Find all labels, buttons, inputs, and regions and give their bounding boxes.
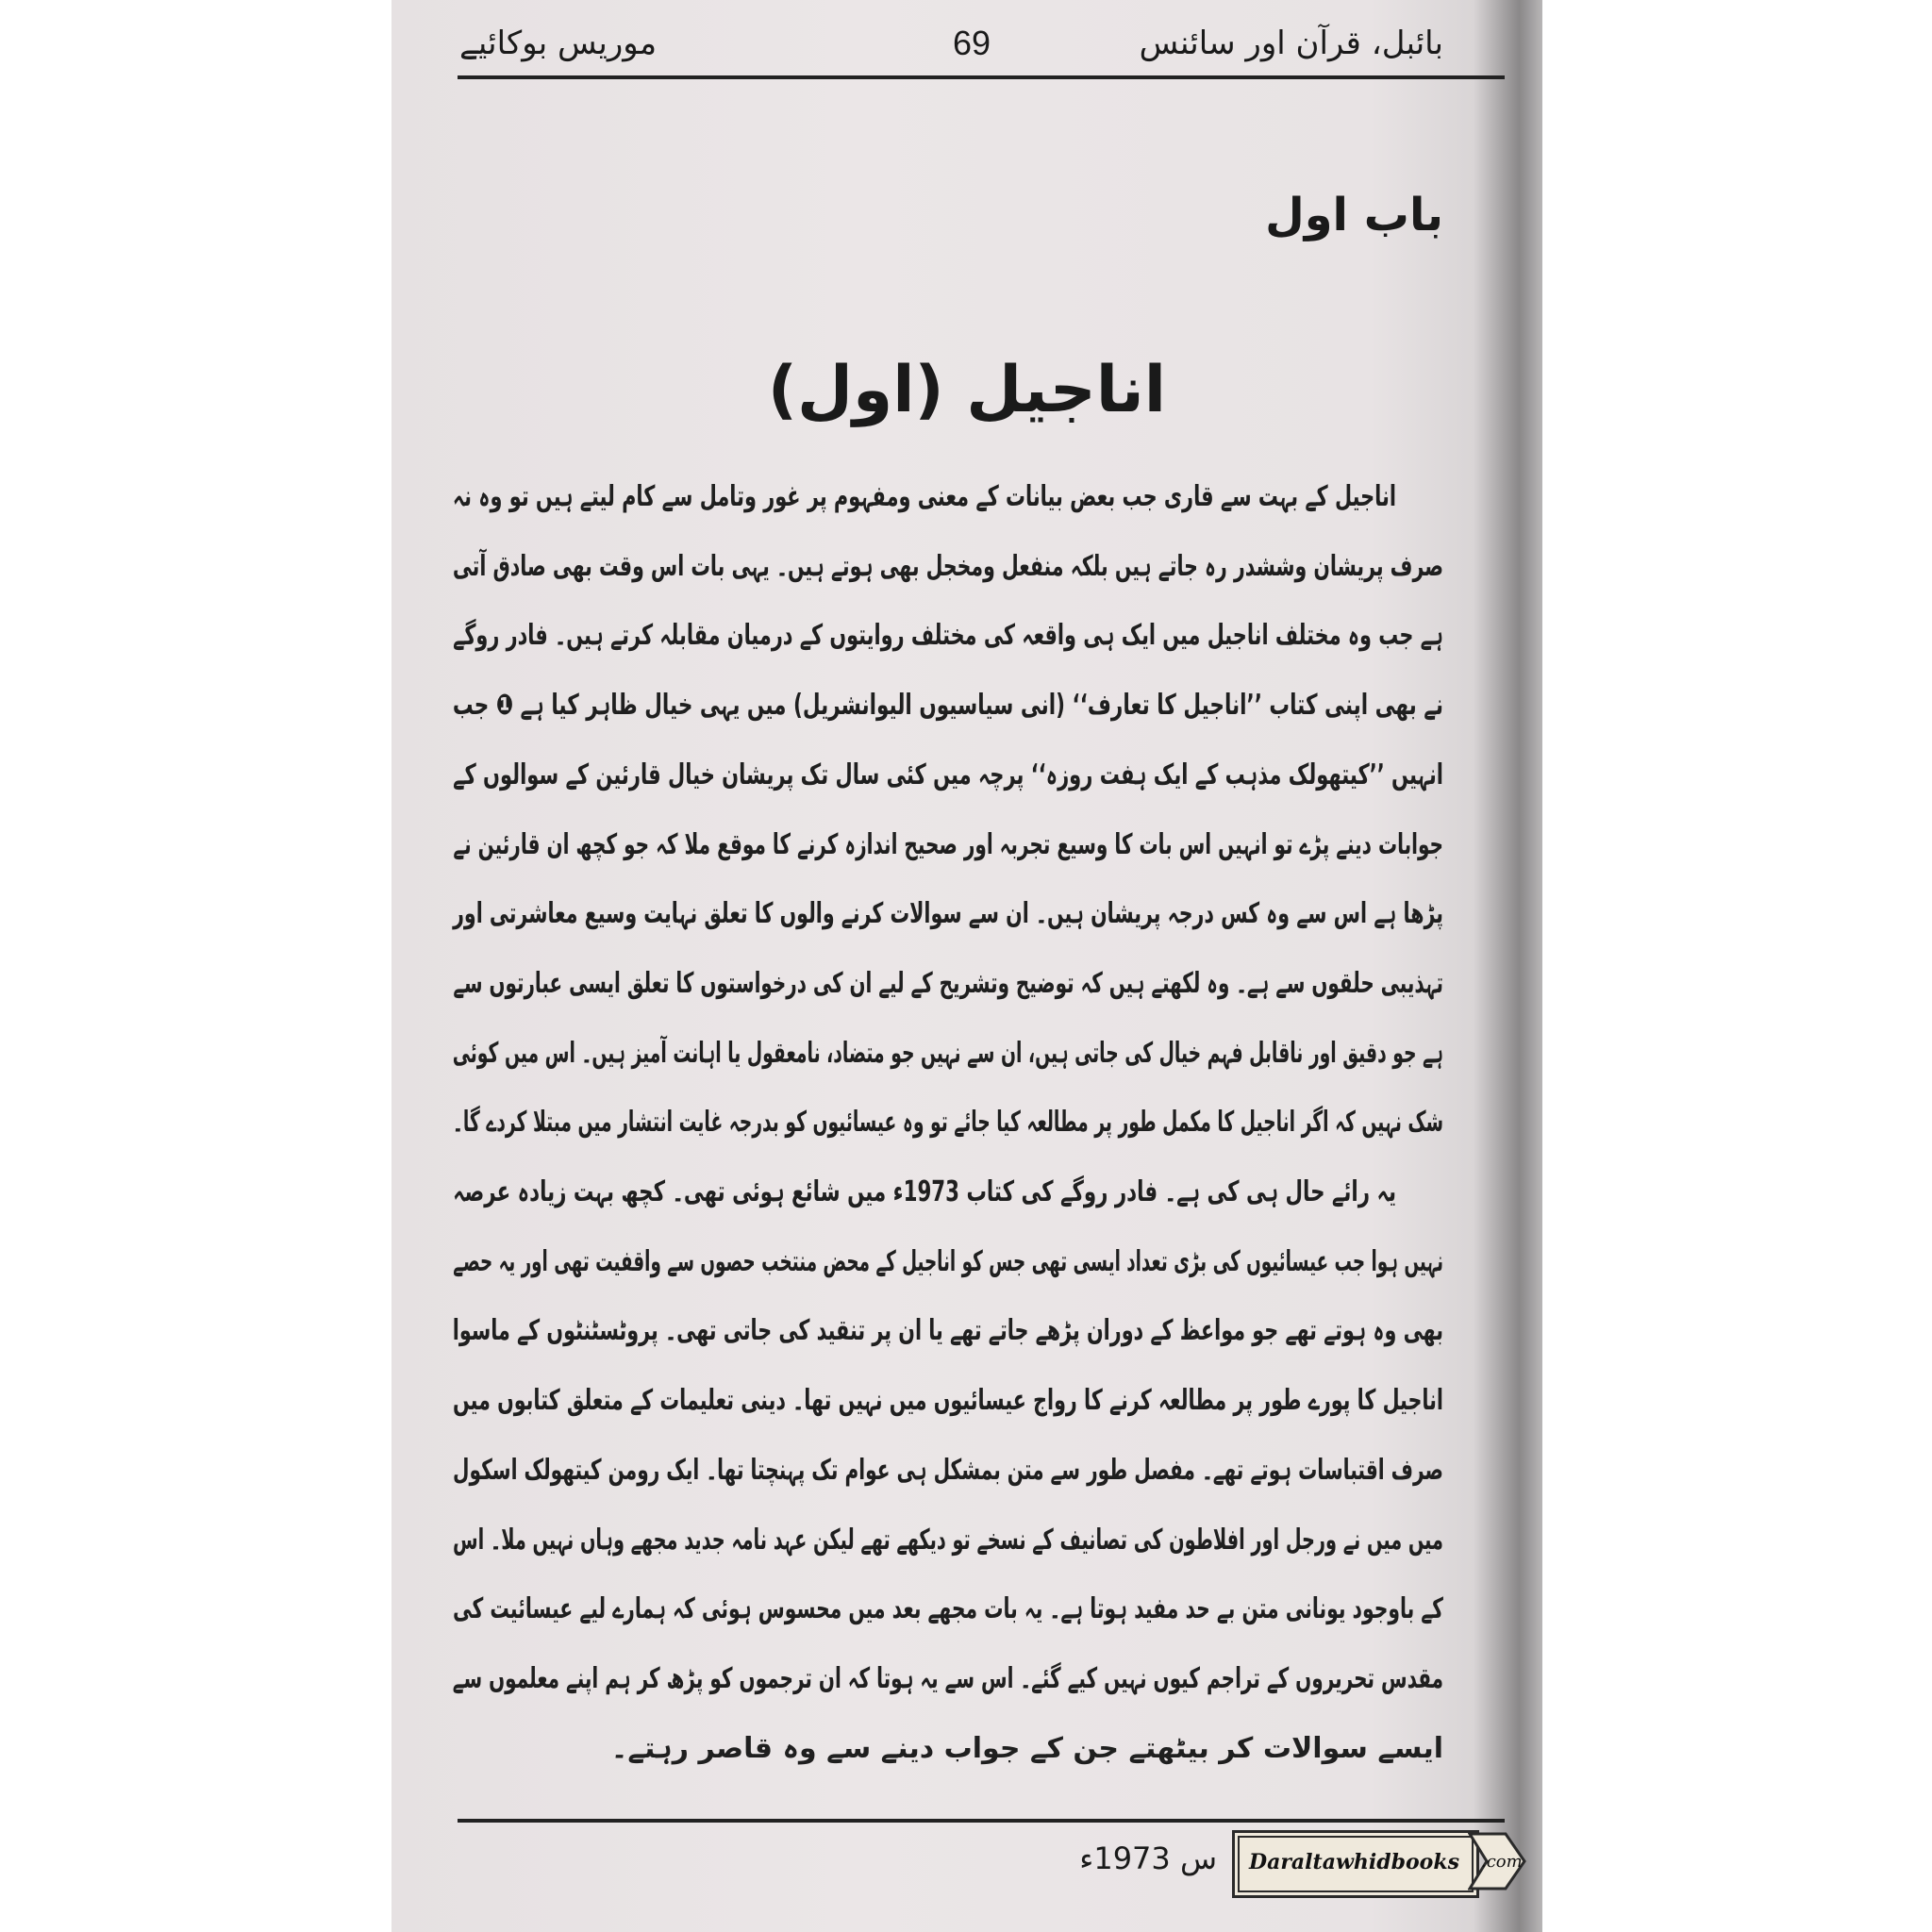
body-line: صرف اقتباسات ہوتے تھے۔ مفصل طور سے متن بمشکل ہی عوام تک پہنچتا تھا۔ ایک رومن کیتھولک اسکول: [453, 1453, 1443, 1487]
section-title: اناجیل (اول): [767, 353, 1167, 427]
body-line: میں میں نے ورجل اور افلاطون کی تصانیف کے نسخے تو دیکھے تھے لیکن عہد نامہ جدید مجھے وہاں نہیں ملا۔ اس: [452, 1523, 1443, 1557]
running-header-book-title: بائبل، قرآن اور سائنس: [1139, 25, 1443, 62]
footnote-rule: [458, 1819, 1505, 1823]
body-line: یہ رائے حال ہی کی ہے۔ فادر روگے کی کتاب 1973ء میں شائع ہوئی تھی۔ کچھ بہت زیادہ عرصہ: [453, 1175, 1396, 1208]
watermark-logo: [1232, 1830, 1532, 1896]
chapter-heading: باب اول: [1265, 189, 1443, 242]
body-line: تہذیبی حلقوں سے ہے۔ وہ لکھتے ہیں کہ توضیح وتشریح کے لیے ان کی درخواستوں کا تعلق ایسی عبارتوں سے: [453, 966, 1443, 1000]
body-line: کے باوجود یونانی متن بے حد مفید ہوتا ہے۔ یہ بات مجھے بعد میں محسوس ہوئی کہ ہمارے لیے عیسائیت کی: [452, 1592, 1443, 1626]
body-line: انہیں ’’کیتھولک مذہب کے ایک ہفت روزہ‘‘ پرچہ میں کئی سال تک پریشان خیال قارئین کے سوالوں کے: [453, 758, 1443, 791]
body-line: نہیں ہوا جب عیسائیوں کی بڑی تعداد ایسی تھی جس کو اناجیل کے محض منتخب حصوں سے واقفیت تھی اور یہ حصے: [453, 1244, 1444, 1278]
book-page: [391, 0, 1542, 1932]
watermark-suffix: .com: [1481, 1852, 1523, 1872]
body-line: مقدس تحریروں کے تراجم کیوں نہیں کیے گئے۔ اس سے یہ ہوتا کہ ان ترجموں کو پڑھ کر ہم اپنے معلموں سے: [452, 1661, 1443, 1695]
body-line: صرف پریشان وششدر رہ جاتے ہیں بلکہ منفعل ومخجل بھی ہوتے ہیں۔ یہی بات اس وقت بھی صادق آتی: [452, 549, 1444, 583]
body-line: شک نہیں کہ اگر اناجیل کا مکمل طور پر مطالعہ کیا جائے تو وہ عیسائیوں کو بدرجہ غایت انتشار میں مبتلا کردے گا۔: [452, 1106, 1443, 1140]
body-line: اناجیل کا پورے طور پر مطالعہ کرنے کا رواج عیسائیوں میں نہیں تھا۔ دینی تعلیمات کے متعلق کتابوں میں: [453, 1384, 1444, 1418]
body-line: پڑھا ہے اس سے وہ کس درجہ پریشان ہیں۔ ان سے سوالات کرنے والوں کا تعلق نہایت وسیع معاشرتی اور: [453, 897, 1443, 931]
body-line: نے بھی اپنی کتاب ’’اناجیل کا تعارف‘‘ (انی سیاسیوں الیوانشریل) میں یہی خیال ظاہر کیا ہے ❶ جب: [452, 689, 1444, 723]
footnote: س 1973ء: [1079, 1840, 1217, 1876]
body-line: جوابات دینے پڑے تو انہیں اس بات کا وسیع تجربہ اور صحیح اندازہ کرنے کا موقع ملا کہ جو کچھ ان قارئین نے: [453, 827, 1443, 861]
body-line: اناجیل کے بہت سے قاری جب بعض بیانات کے معنی ومفہوم پر غور وتامل سے کام لیتے ہیں تو وہ نہ: [452, 480, 1396, 513]
watermark-name: Daraltawhidbooks: [1249, 1850, 1459, 1874]
page-number: 69: [953, 24, 991, 62]
body-line: ہے جو دقیق اور ناقابل فہم خیال کی جاتی ہیں، ان سے نہیں جو متضاد، نامعقول یا اہانت آمیز ہیں۔ اس میں کوئی: [452, 1036, 1443, 1070]
body-line: ایسے سوالات کر بیٹھتے جن کے جواب دینے سے وہ قاصر رہتے۔: [610, 1731, 1443, 1765]
running-header-author: موریس بوکائیے: [459, 25, 658, 62]
body-line: ہے جب وہ مختلف اناجیل میں ایک ہی واقعہ کی مختلف روایتوں کے درمیان مقابلہ کرتے ہیں۔ فادر روگے: [453, 619, 1444, 653]
body-line: بھی وہ ہوتے تھے جو مواعظ کے دوران پڑھے جاتے تھے یا ان پر تنقید کی جاتی تھی۔ پروٹسٹنٹوں کے ماسوا: [452, 1314, 1443, 1348]
header-rule: [458, 75, 1505, 79]
